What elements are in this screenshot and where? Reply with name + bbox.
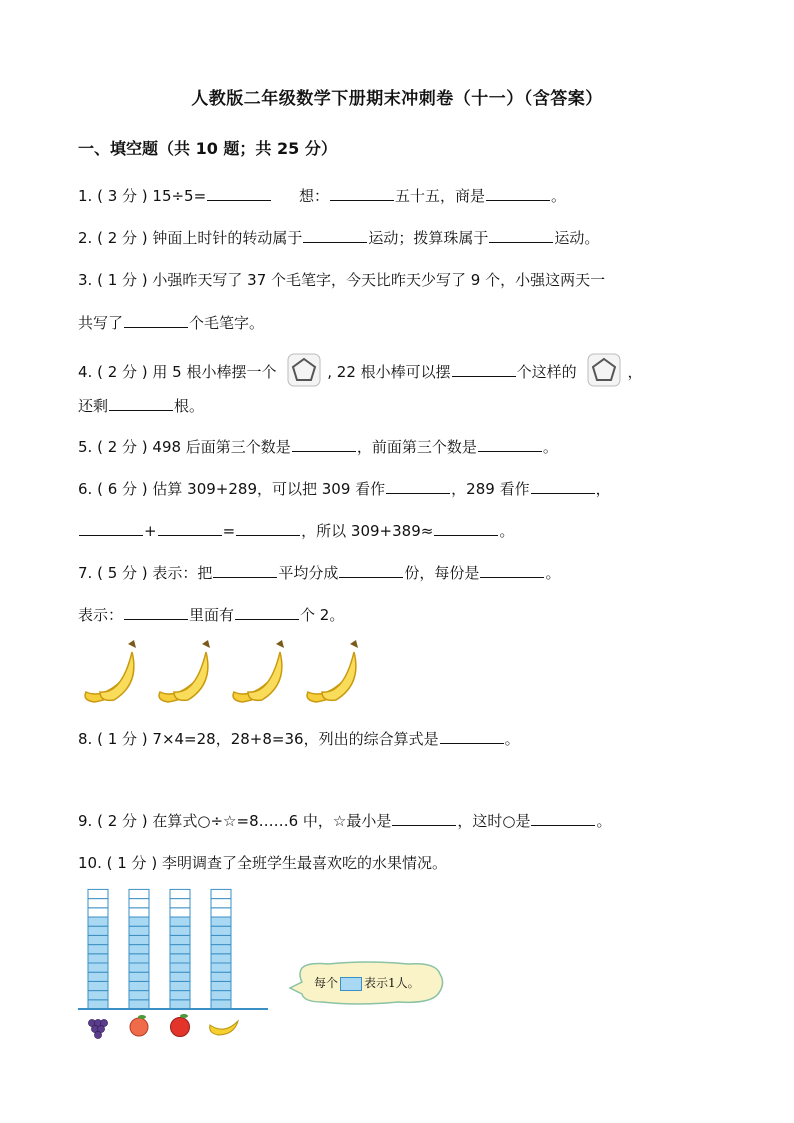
answer-blank[interactable] [330,186,394,201]
bar-cell [211,981,231,990]
legend-suffix: 表示1人。 [364,976,420,990]
bar-cell [211,972,231,981]
answer-blank[interactable] [434,521,498,536]
answer-blank[interactable] [478,437,542,452]
bar-cell [129,991,149,1000]
question-6-cont: + = ，所以 309+389≈ 。 [78,521,514,541]
answer-blank[interactable] [531,811,595,826]
bar-cell [211,889,231,898]
bar-cell [88,963,108,972]
answer-blank[interactable] [339,563,403,578]
bar-cell [211,899,231,908]
bar-cell [129,954,149,963]
bar-cell [170,935,190,944]
bar-cell [211,926,231,935]
bar-cell [170,1000,190,1009]
bar-cell [88,945,108,954]
question-3-cont: 共写了 个毛笔字。 [78,314,265,332]
question-5: 5. ( 2 分 ) 498 后面第三个数是 ，前面第三个数是 。 [78,438,558,456]
answer-blank[interactable] [480,563,544,578]
banana-icon [159,640,210,702]
answer-blank[interactable] [124,313,188,328]
bar-cell [211,991,231,1000]
bar-cell [170,972,190,981]
bar-cell [211,935,231,944]
answer-blank[interactable] [124,605,188,620]
bar-cell [170,945,190,954]
answer-blank[interactable] [303,228,367,243]
bar-cell [170,889,190,898]
grape-icon [88,1019,107,1038]
section-heading: 一、填空题（共 10 题；共 25 分） [78,139,337,158]
question-7: 7. ( 5 分 ) 表示：把 平均分成 份，每份是 。 [78,564,561,582]
question-4-cont: 还剩 根。 [78,397,205,415]
bar-cell [211,954,231,963]
bar-cell [129,1000,149,1009]
question-1: 1. ( 3 分 ) 15÷5= 想： 五十五，商是 。 [78,187,566,205]
answer-blank[interactable] [489,228,553,243]
bar-apple [170,889,190,1009]
question-10: 10. ( 1 分 ) 李明调查了全班学生最喜欢吃的水果情况。 [78,854,447,872]
answer-blank[interactable] [486,186,550,201]
answer-blank[interactable] [109,396,173,411]
bar-peach [129,889,149,1009]
pentagon-icon [287,353,321,392]
question-4: 4. ( 2 分 ) 用 5 根小棒摆一个 , 22 根小棒可以摆 个这样的 ， [78,353,642,392]
bar-cell [211,908,231,917]
bananas-illustration [78,636,368,710]
bar-cell [88,899,108,908]
bar-cell [88,935,108,944]
banana-icon [233,640,284,702]
bar-cell [170,991,190,1000]
bar-cell [170,963,190,972]
answer-blank[interactable] [235,605,299,620]
answer-blank[interactable] [392,811,456,826]
bar-cell [88,889,108,898]
bar-cell [129,908,149,917]
legend-prefix: 每个 [314,976,339,990]
banana-icon [307,640,358,702]
answer-blank[interactable] [207,186,271,201]
bar-cell [211,945,231,954]
question-6: 6. ( 6 分 ) 估算 309+289，可以把 309 看作 ，289 看作 ， [78,480,611,498]
banana-icon [85,640,136,702]
bar-cell [129,972,149,981]
bar-grape [88,889,108,1009]
answer-blank[interactable] [213,563,277,578]
question-7-cont: 表示： 里面有 个 2。 [78,606,345,624]
bar-cell [211,963,231,972]
fruit-chart [78,885,278,1049]
banana-icon [210,1021,238,1035]
peach-icon [130,1015,148,1036]
answer-blank[interactable] [531,479,595,494]
bar-banana [211,889,231,1009]
pentagon-icon [587,353,621,392]
question-9: 9. ( 2 分 ) 在算式○÷☆=8……6 中，☆最小是 ，这时○是 。 [78,812,612,830]
bar-cell [170,908,190,917]
bar-cell [170,899,190,908]
answer-blank[interactable] [440,729,504,744]
bar-cell [129,945,149,954]
answer-blank[interactable] [292,437,356,452]
bar-cell [170,926,190,935]
bar-cell [129,889,149,898]
bar-cell [88,908,108,917]
bar-cell [88,954,108,963]
bar-cell [170,981,190,990]
question-2: 2. ( 2 分 ) 钟面上时针的转动属于 运动；拨算珠属于 运动。 [78,229,600,247]
bar-cell [129,899,149,908]
answer-blank[interactable] [452,362,516,377]
legend-bubble [288,960,448,1012]
bar-cell [211,1000,231,1009]
bar-cell [170,917,190,926]
bar-cell [129,917,149,926]
apple-icon [171,1014,190,1037]
bar-cell [170,954,190,963]
answer-blank[interactable] [158,521,222,536]
bar-cell [129,926,149,935]
bar-cell [88,972,108,981]
bar-cell [88,1000,108,1009]
answer-blank[interactable] [79,521,143,536]
bar-cell [88,991,108,1000]
legend-cell-icon [340,977,362,991]
question-3: 3. ( 1 分 ) 小强昨天写了 37 个毛笔字，今天比昨天少写了 9 个，小强这两天一 [78,271,606,289]
page-title: 人教版二年级数学下册期末冲刺卷（十一）（含答案） [191,89,603,109]
bar-cell [88,917,108,926]
bar-cell [129,981,149,990]
bar-cell [129,963,149,972]
bar-cell [211,917,231,926]
bar-cell [88,926,108,935]
bar-cell [129,935,149,944]
answer-blank[interactable] [386,479,450,494]
answer-blank[interactable] [236,521,300,536]
bar-cell [88,981,108,990]
question-8: 8. ( 1 分 ) 7×4=28，28+8=36，列出的综合算式是 。 [78,730,520,748]
